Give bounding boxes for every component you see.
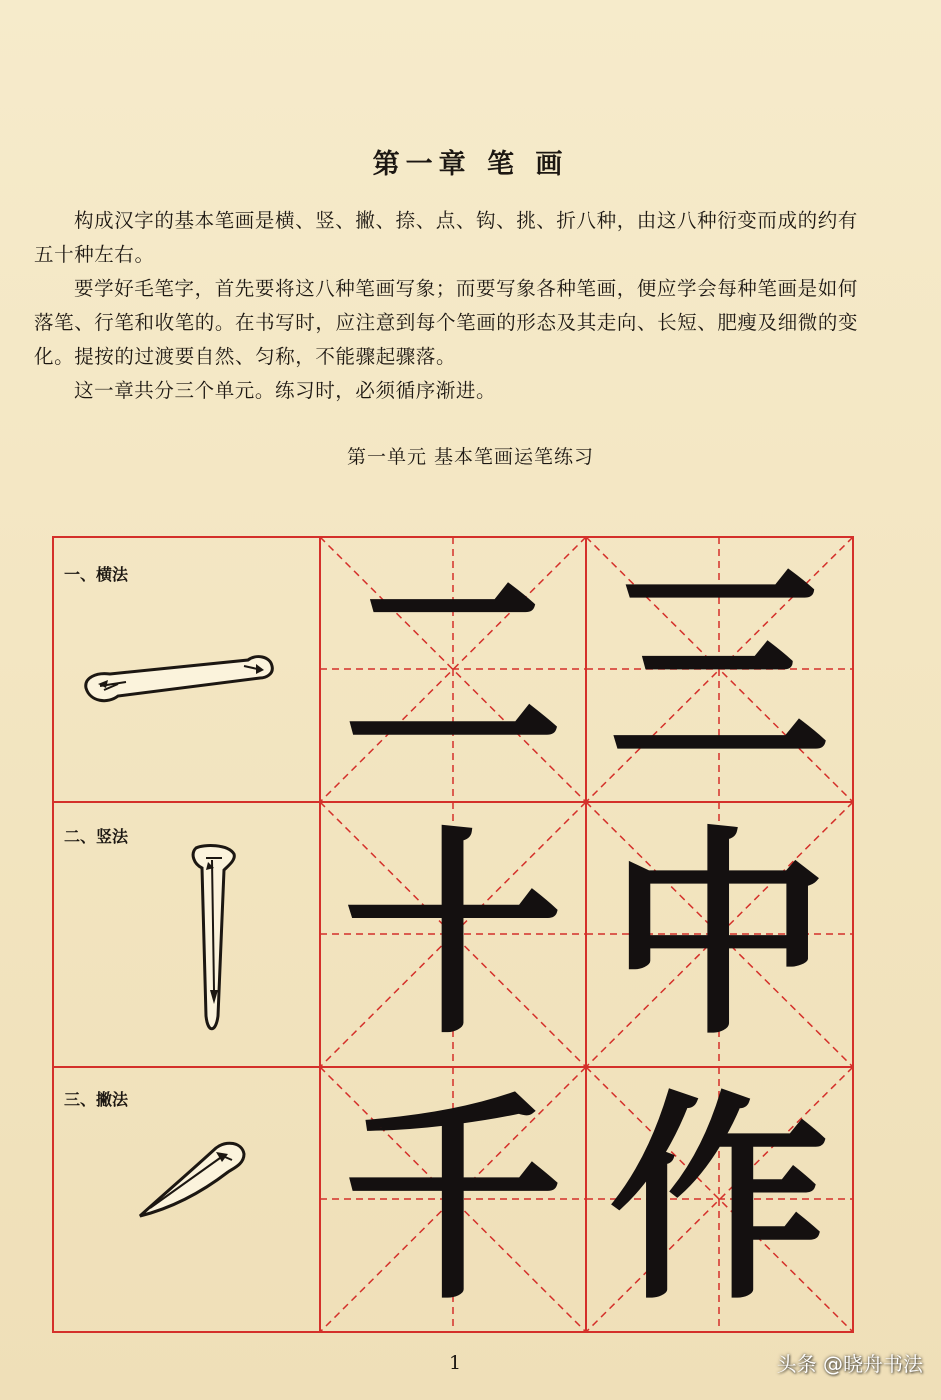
page-number: 1 [448,1352,462,1374]
row-label-vertical: 二、竖法 [64,827,129,846]
char-qian: 千 [342,1070,563,1329]
intro-paragraph-2: 要学好毛笔字，首先要将这八种笔画写象；而要写象各种笔画，便应学会每种笔画是如何落笔、行笔和收笔的。在书写时，应注意到每个笔画的形态及其走向、长短、肥瘦及细微的变化。提按的过渡要自然、匀称，不能骤起骤落。 [34,277,859,368]
horizontal-stroke-diagram-icon [78,644,278,714]
intro-paragraph-1: 构成汉字的基本笔画是横、竖、撇、捺、点、钩、挑、折八种，由这八种衍变而成的约有五十种左右。 [34,209,858,266]
practice-grid [52,536,854,1333]
chapter-title: 第一章 笔 画 [372,149,569,180]
char-san: 三 [608,539,829,798]
unit-title: 第一单元 基本笔画运笔练习 [346,446,595,468]
char-shi: 十 [342,805,563,1064]
left-falling-stroke-diagram-icon [132,1136,252,1226]
intro-paragraph-3: 这一章共分三个单元。练习时，必须循序渐进。 [74,379,497,402]
char-zuo: 作 [608,1070,829,1329]
char-er: 二 [342,539,563,798]
source-watermark: 头条 @晓舟书法 [776,1352,923,1376]
row-label-horizontal: 一、横法 [64,565,129,584]
row-label-left-falling: 三、撇法 [64,1090,129,1109]
char-zhong: 中 [608,805,829,1064]
vertical-stroke-diagram-icon [182,840,242,1040]
